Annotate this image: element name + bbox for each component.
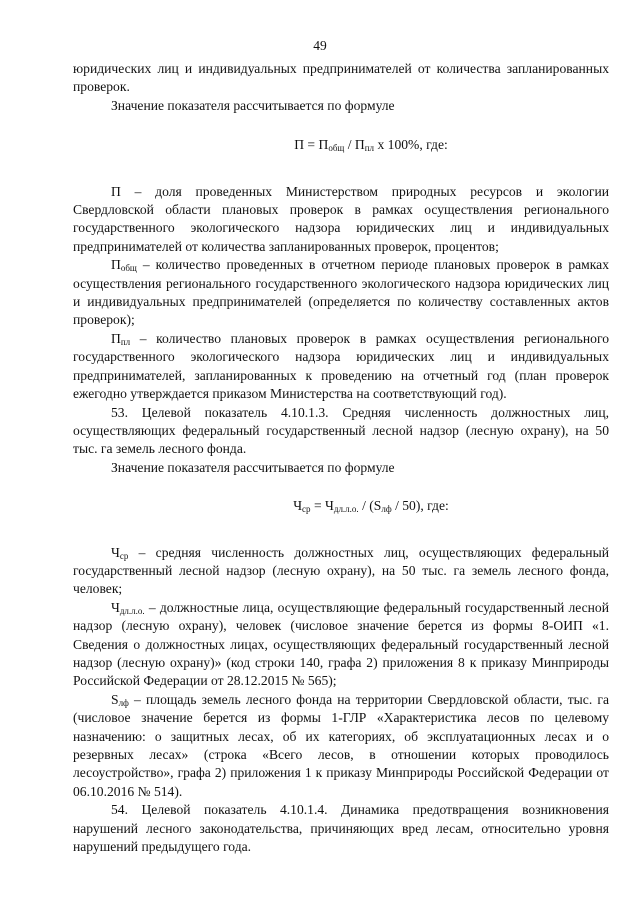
definition-text: – средняя численность должностных лиц, осуществляющих федеральный государственный лесной надзор (лесную охрану), на 50 тыс. га земель лесного фонда, человек; bbox=[73, 544, 609, 597]
formula-part: Ч bbox=[293, 498, 303, 514]
definition-text: – площадь земель лесного фонда на территории Свердловской области, тыс. га (числовое значение берется из формы 1-ГЛР «Характеристика лесов по целевому назначению: о защитных лесах, об их категориях, об эксплуатационных лесах и о резервных лесах» (строка «Всего лесов, в отношении которых проводилось лесоустройство», графа 2) приложения 1 к приказу Минприроды Российской Федерации от 06.10.2016 № 514). bbox=[73, 691, 609, 799]
variable-subscript: общ bbox=[120, 263, 137, 274]
formula-part: = Ч bbox=[310, 498, 334, 514]
variable-subscript: дл.л.о. bbox=[119, 605, 145, 616]
formula-subscript: общ bbox=[328, 143, 345, 154]
definition-text: – должностные лица, осуществляющие федеральный государственный лесной надзор (лесную охрану), человек (числовое значение берется из формы 8-ОИП «1. Сведения о должностных лицах, осуществляющих федеральный государственный лесной надзор (лесную охрану)» (код строки 140, графа 2) приложения 8 к приказу Минприроды Российской Федерации от 28.12.2015 № 565); bbox=[73, 599, 609, 689]
definition-text: – количество плановых проверок в рамках осуществления регионального государственного экологического надзора юридических лиц и индивидуальных предпринимателей, запланированных к проведению на отчетный год (план проверок ежегодно утверждается приказом Министерства на соответствующий год). bbox=[73, 330, 609, 402]
definition-s-forest-area bbox=[73, 691, 609, 801]
variable-symbol: Ч bbox=[111, 599, 120, 615]
definition-ch-avg bbox=[73, 544, 609, 599]
indicator-53: 53. Целевой показатель 4.10.1.3. Средняя численность должностных лиц, осуществляющих федеральный государственный лесной надзор (лесную охрану), на 50 тыс. га земель лесного фонда. bbox=[73, 404, 609, 457]
formula-part: П = П bbox=[294, 137, 329, 153]
formula-subscript: дл.л.о. bbox=[333, 504, 359, 515]
formula-subscript: пл bbox=[364, 143, 375, 154]
definition-p-total bbox=[73, 256, 609, 330]
variable-symbol: П bbox=[111, 330, 121, 346]
formula-average-staff bbox=[73, 497, 609, 515]
formula-part: / (S bbox=[358, 498, 382, 514]
variable-subscript: пл bbox=[120, 336, 131, 347]
definition-text: – количество проведенных в отчетном периоде плановых проверок в рамках осуществления регионального государственного экологического надзора юридических лиц и индивидуальных предпринимателей (определяется по количеству составленных актов проверок); bbox=[73, 257, 609, 328]
document-body bbox=[73, 60, 609, 856]
definition-p-planned bbox=[73, 330, 609, 404]
paragraph-continuation: юридических лиц и индивидуальных предпринимателей от количества запланированных проверок. bbox=[73, 61, 609, 95]
definition-ch-officials bbox=[73, 599, 609, 691]
indicator-54: 54. Целевой показатель 4.10.1.4. Динамика предотвращения возникновения нарушений лесного законодательства, причиняющих вред лесам, относительно уровня нарушений предыдущего года. bbox=[73, 802, 609, 855]
formula-intro-2: Значение показателя рассчитывается по формуле bbox=[111, 459, 395, 475]
formula-part: х 100%, где: bbox=[374, 137, 448, 153]
page-number: 49 bbox=[313, 38, 327, 53]
formula-part: / 50), где: bbox=[391, 498, 449, 514]
variable-symbol: S bbox=[111, 691, 119, 707]
formula-part: / П bbox=[344, 137, 365, 153]
definition-p: П – доля проведенных Министерством природных ресурсов и экологии Свердловской области плановых проверок в рамках осуществления регионального государственного экологического надзора юридических лиц и индивидуальных предпринимателей от количества запланированных проверок, процентов; bbox=[73, 183, 609, 254]
variable-symbol: П bbox=[111, 257, 121, 273]
formula-subscript: ср bbox=[302, 504, 311, 515]
formula-share-of-inspections bbox=[73, 136, 609, 154]
variable-subscript: лф bbox=[118, 697, 129, 708]
formula-intro-1: Значение показателя рассчитывается по формуле bbox=[111, 97, 395, 113]
variable-subscript: ср bbox=[119, 550, 129, 561]
formula-subscript: лф bbox=[381, 504, 392, 515]
variable-symbol: Ч bbox=[111, 544, 120, 560]
